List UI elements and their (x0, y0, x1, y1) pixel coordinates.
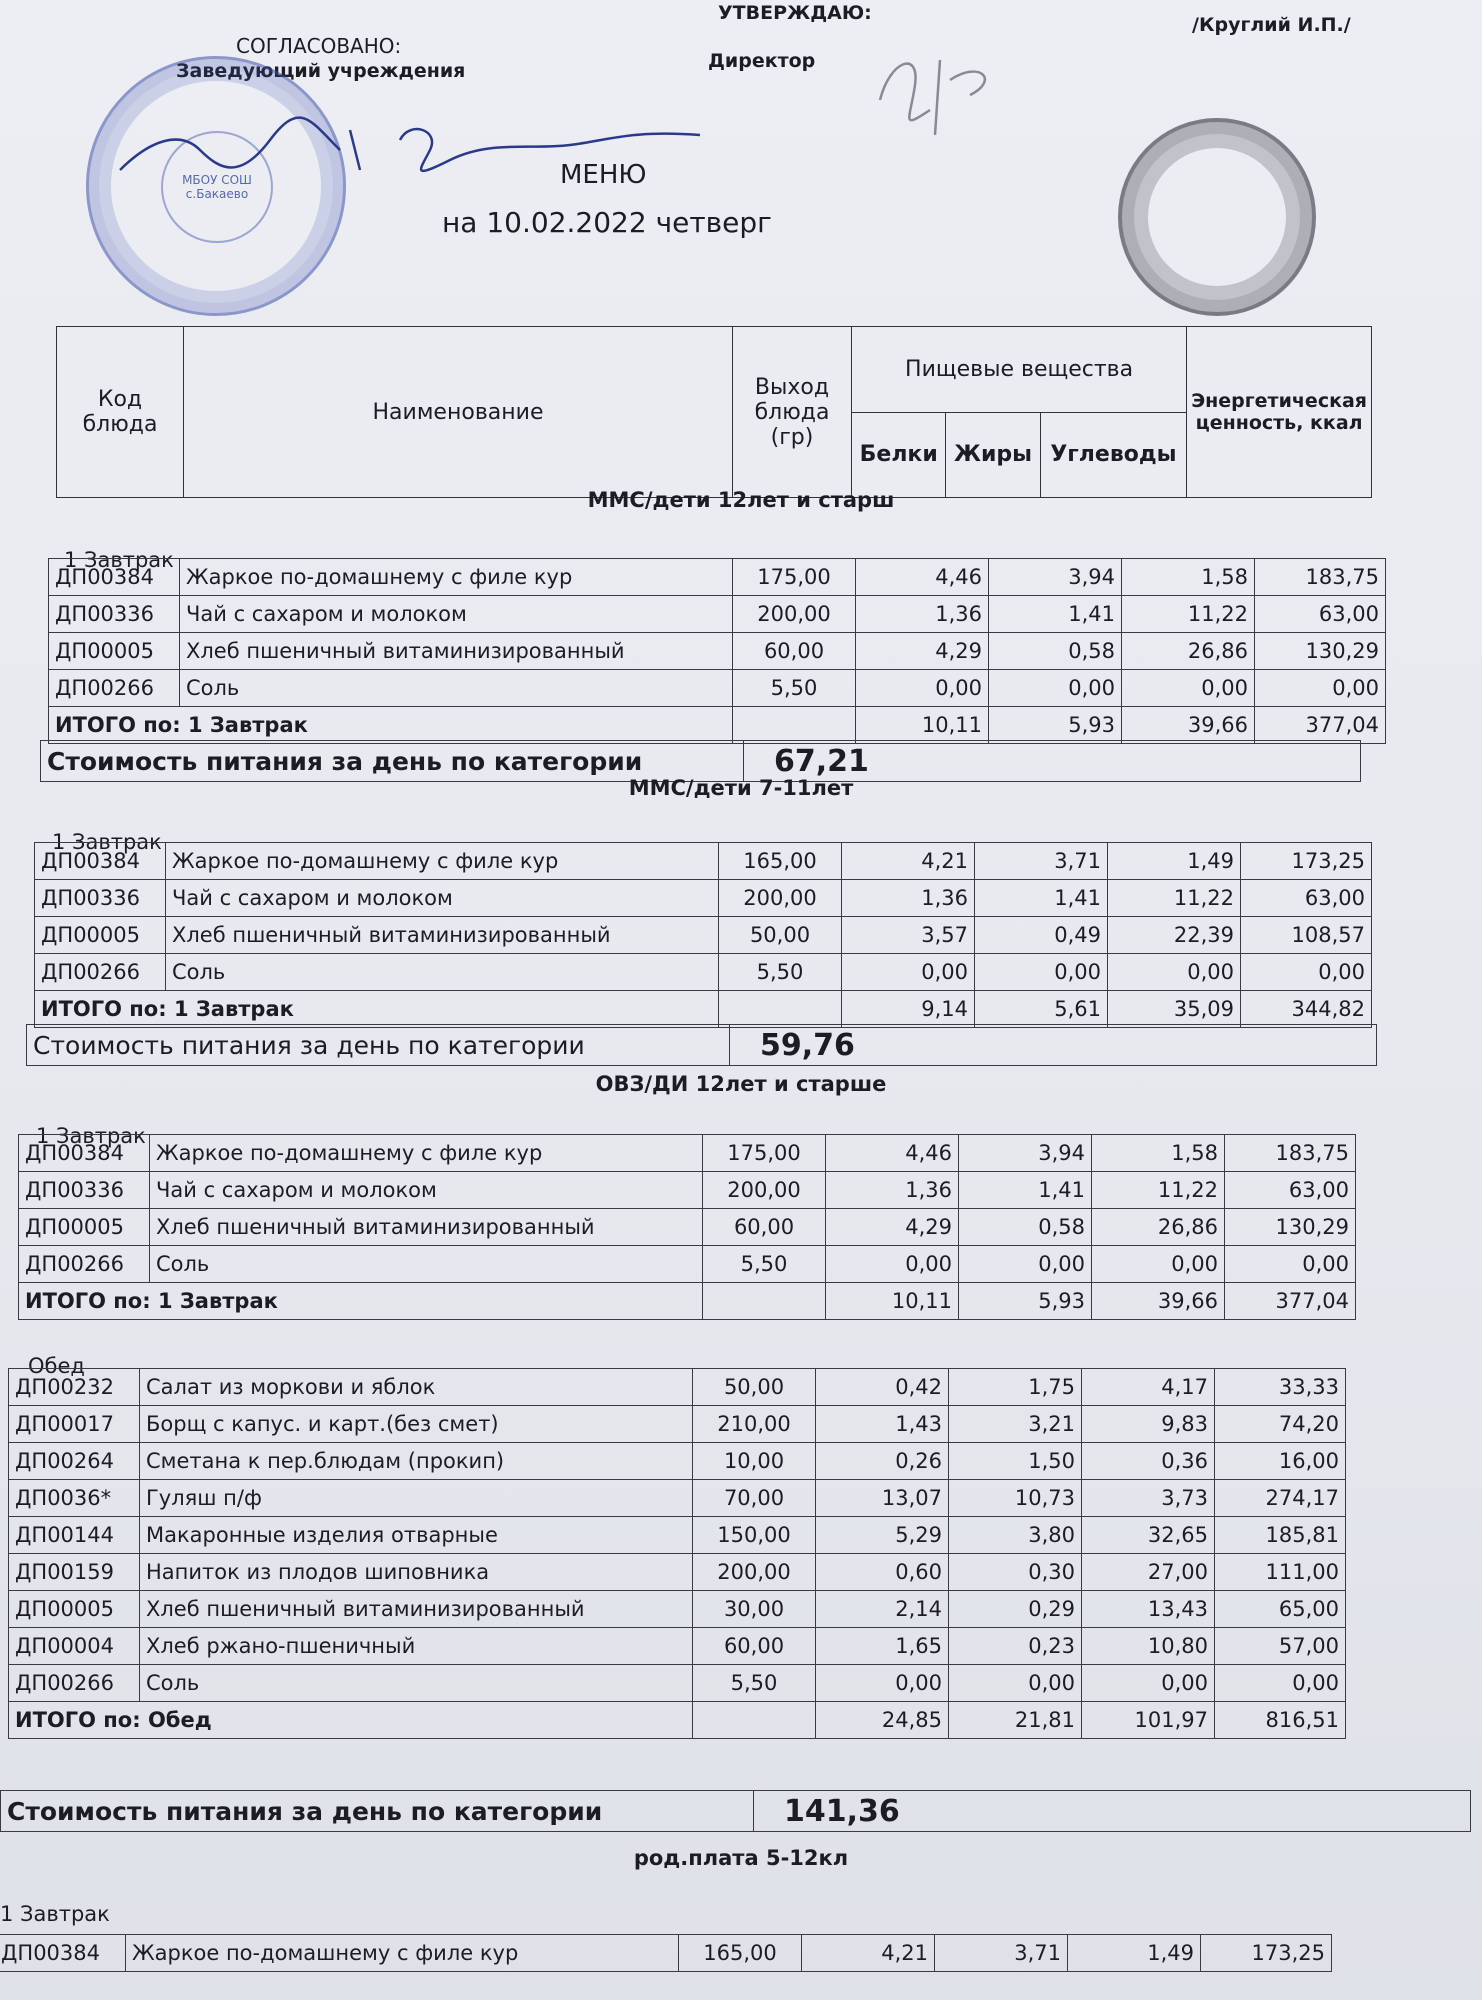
total-fat: 5,93 (959, 1283, 1092, 1320)
approve-label: УТВЕРЖДАЮ: (718, 2, 872, 24)
dish-carbs: 32,65 (1082, 1517, 1215, 1554)
total-fat: 5,93 (989, 707, 1122, 744)
cost-label: Стоимость питания за день по категории (27, 1025, 730, 1066)
dish-protein: 5,29 (816, 1517, 949, 1554)
dish-kcal: 63,00 (1225, 1172, 1356, 1209)
total-output (693, 1702, 816, 1739)
dish-kcal: 0,00 (1255, 670, 1386, 707)
dish-output: 30,00 (693, 1591, 816, 1628)
total-label: ИТОГО по: 1 Завтрак (35, 991, 719, 1028)
col-fat: Жиры (946, 412, 1040, 498)
dish-protein: 1,43 (816, 1406, 949, 1443)
dish-code: ДП00017 (9, 1406, 140, 1443)
meal-title: Обед (28, 1354, 85, 1378)
dish-kcal: 63,00 (1241, 880, 1372, 917)
menu-table (8, 1368, 1346, 1739)
dish-protein: 4,21 (802, 1935, 935, 1972)
dish-name: Жаркое по-домашнему с филе кур (150, 1135, 703, 1172)
table-row (9, 1517, 1346, 1554)
dish-name: Жаркое по-домашнему с филе кур (166, 843, 719, 880)
menu-title: МЕНЮ (560, 160, 647, 190)
meal-title: 1 Завтрак (0, 1902, 110, 1926)
dish-fat: 3,80 (949, 1517, 1082, 1554)
dish-fat: 0,49 (975, 917, 1108, 954)
dish-code: ДП00336 (35, 880, 166, 917)
dish-name: Соль (180, 670, 733, 707)
menu-table (18, 1134, 1356, 1320)
column-header-table (56, 326, 1372, 498)
dish-carbs: 0,00 (1108, 954, 1241, 991)
cost-label: Стоимость питания за день по категории (41, 741, 744, 782)
dish-output: 10,00 (693, 1443, 816, 1480)
dish-code: ДП00005 (19, 1209, 150, 1246)
table-row (19, 1135, 1356, 1172)
dish-fat: 1,75 (949, 1369, 1082, 1406)
dish-name: Соль (140, 1665, 693, 1702)
dish-protein: 4,21 (842, 843, 975, 880)
dish-fat: 10,73 (949, 1480, 1082, 1517)
director-name: /Круглий И.П./ (1192, 14, 1351, 36)
total-carbs: 101,97 (1082, 1702, 1215, 1739)
dish-kcal: 0,00 (1215, 1665, 1346, 1702)
category-title: ММС/дети 7-11лет (628, 776, 854, 800)
dish-kcal: 183,75 (1255, 559, 1386, 596)
dish-protein: 4,29 (856, 633, 989, 670)
table-row (35, 917, 1372, 954)
category-title: род.плата 5-12кл (633, 1846, 849, 1870)
table-row (35, 843, 1372, 880)
dish-code: ДП00266 (9, 1665, 140, 1702)
total-protein: 24,85 (816, 1702, 949, 1739)
dish-name: Жаркое по-домашнему с филе кур (180, 559, 733, 596)
dish-protein: 0,00 (826, 1246, 959, 1283)
col-energy: Энергетическая ценность, ккал (1187, 327, 1372, 498)
cost-row (26, 1024, 1377, 1066)
col-output: Выход блюда (гр) (733, 327, 852, 498)
dish-kcal: 108,57 (1241, 917, 1372, 954)
table-row (9, 1443, 1346, 1480)
dish-code: ДП00005 (49, 633, 180, 670)
dish-fat: 3,21 (949, 1406, 1082, 1443)
dish-output: 175,00 (733, 559, 856, 596)
table-row (9, 1369, 1346, 1406)
table-row (49, 559, 1386, 596)
dish-kcal: 16,00 (1215, 1443, 1346, 1480)
dish-fat: 3,71 (935, 1935, 1068, 1972)
dish-output: 70,00 (693, 1480, 816, 1517)
dish-code: ДП00264 (9, 1443, 140, 1480)
total-output (719, 991, 842, 1028)
table-row (9, 1591, 1346, 1628)
dish-carbs: 11,22 (1122, 596, 1255, 633)
cost-row (0, 1790, 1471, 1832)
dish-name: Салат из моркови и яблок (140, 1369, 693, 1406)
dish-output: 150,00 (693, 1517, 816, 1554)
dish-kcal: 57,00 (1215, 1628, 1346, 1665)
dish-code: ДП00336 (49, 596, 180, 633)
dish-output: 50,00 (693, 1369, 816, 1406)
dish-carbs: 0,36 (1082, 1443, 1215, 1480)
dish-carbs: 3,73 (1082, 1480, 1215, 1517)
dish-fat: 0,30 (949, 1554, 1082, 1591)
total-label: ИТОГО по: 1 Завтрак (19, 1283, 703, 1320)
cost-label: Стоимость питания за день по категории (1, 1791, 754, 1832)
dish-kcal: 185,81 (1215, 1517, 1346, 1554)
table-row (19, 1246, 1356, 1283)
dish-output: 165,00 (719, 843, 842, 880)
total-label: ИТОГО по: 1 Завтрак (49, 707, 733, 744)
total-output (733, 707, 856, 744)
dish-kcal: 183,75 (1225, 1135, 1356, 1172)
table-row (9, 1554, 1346, 1591)
total-carbs: 35,09 (1108, 991, 1241, 1028)
meal-title: 1 Завтрак (52, 830, 162, 854)
dish-name: Напиток из плодов шиповника (140, 1554, 693, 1591)
dish-protein: 1,36 (856, 596, 989, 633)
director-label: Директор (708, 50, 816, 72)
dish-name: Хлеб пшеничный витаминизированный (180, 633, 733, 670)
cost-value: 59,76 (730, 1025, 1377, 1066)
table-row (0, 1935, 1332, 1972)
dish-fat: 0,00 (959, 1246, 1092, 1283)
dish-kcal: 111,00 (1215, 1554, 1346, 1591)
dish-kcal: 63,00 (1255, 596, 1386, 633)
dish-protein: 1,36 (842, 880, 975, 917)
dish-name: Хлеб ржано-пшеничный (140, 1628, 693, 1665)
dish-carbs: 22,39 (1108, 917, 1241, 954)
menu-table (0, 1934, 1332, 1972)
dish-name: Сметана к пер.блюдам (прокип) (140, 1443, 693, 1480)
dish-kcal: 130,29 (1255, 633, 1386, 670)
dish-output: 165,00 (679, 1935, 802, 1972)
dish-output: 60,00 (703, 1209, 826, 1246)
dish-carbs: 11,22 (1092, 1172, 1225, 1209)
total-fat: 21,81 (949, 1702, 1082, 1739)
dish-carbs: 4,17 (1082, 1369, 1215, 1406)
dish-carbs: 0,00 (1092, 1246, 1225, 1283)
total-output (703, 1283, 826, 1320)
dish-protein: 0,42 (816, 1369, 949, 1406)
dish-code: ДП00384 (19, 1135, 150, 1172)
dish-fat: 0,58 (959, 1209, 1092, 1246)
dish-protein: 0,26 (816, 1443, 949, 1480)
dish-protein: 13,07 (816, 1480, 949, 1517)
dish-output: 5,50 (719, 954, 842, 991)
category-title: ММС/дети 12лет и старш (587, 488, 895, 512)
dish-output: 175,00 (703, 1135, 826, 1172)
dish-carbs: 26,86 (1122, 633, 1255, 670)
dish-output: 200,00 (719, 880, 842, 917)
dish-output: 200,00 (733, 596, 856, 633)
dish-name: Жаркое по-домашнему с филе кур (126, 1935, 679, 1972)
dish-fat: 0,00 (949, 1665, 1082, 1702)
dish-output: 5,50 (703, 1246, 826, 1283)
stamp-text: МБОУ СОШ с.Бакаево (182, 173, 252, 201)
dish-kcal: 173,25 (1241, 843, 1372, 880)
official-seal (1118, 118, 1316, 316)
menu-table (48, 558, 1386, 744)
dish-fat: 0,58 (989, 633, 1122, 670)
total-protein: 9,14 (842, 991, 975, 1028)
dish-kcal: 173,25 (1201, 1935, 1332, 1972)
cost-value: 67,21 (744, 741, 1361, 782)
dish-code: ДП00232 (9, 1369, 140, 1406)
dish-name: Чай с сахаром и молоком (180, 596, 733, 633)
dish-name: Борщ с капус. и карт.(без смет) (140, 1406, 693, 1443)
table-row (49, 670, 1386, 707)
dish-fat: 0,29 (949, 1591, 1082, 1628)
dish-code: ДП00336 (19, 1172, 150, 1209)
col-name: Наименование (184, 327, 733, 498)
dish-protein: 0,60 (816, 1554, 949, 1591)
dish-output: 5,50 (733, 670, 856, 707)
dish-carbs: 0,00 (1082, 1665, 1215, 1702)
dish-output: 50,00 (719, 917, 842, 954)
total-kcal: 344,82 (1241, 991, 1372, 1028)
dish-carbs: 26,86 (1092, 1209, 1225, 1246)
dish-name: Макаронные изделия отварные (140, 1517, 693, 1554)
dish-carbs: 10,80 (1082, 1628, 1215, 1665)
dish-carbs: 1,49 (1108, 843, 1241, 880)
dish-protein: 1,65 (816, 1628, 949, 1665)
dish-protein: 4,29 (826, 1209, 959, 1246)
total-carbs: 39,66 (1122, 707, 1255, 744)
dish-code: ДП00004 (9, 1628, 140, 1665)
total-row (9, 1702, 1346, 1739)
dish-fat: 1,41 (975, 880, 1108, 917)
dish-protein: 4,46 (826, 1135, 959, 1172)
table-row (49, 633, 1386, 670)
dish-code: ДП00266 (49, 670, 180, 707)
dish-carbs: 9,83 (1082, 1406, 1215, 1443)
dish-kcal: 0,00 (1225, 1246, 1356, 1283)
dish-name: Гуляш п/ф (140, 1480, 693, 1517)
dish-output: 200,00 (693, 1554, 816, 1591)
dish-code: ДП00384 (0, 1935, 126, 1972)
dish-protein: 4,46 (856, 559, 989, 596)
dish-carbs: 1,58 (1122, 559, 1255, 596)
dish-kcal: 274,17 (1215, 1480, 1346, 1517)
dish-name: Соль (166, 954, 719, 991)
dish-name: Чай с сахаром и молоком (150, 1172, 703, 1209)
dish-output: 5,50 (693, 1665, 816, 1702)
dish-protein: 2,14 (816, 1591, 949, 1628)
meal-title: 1 Завтрак (64, 548, 174, 572)
dish-name: Хлеб пшеничный витаминизированный (140, 1591, 693, 1628)
dish-carbs: 27,00 (1082, 1554, 1215, 1591)
dish-kcal: 74,20 (1215, 1406, 1346, 1443)
dish-fat: 1,41 (989, 596, 1122, 633)
dish-name: Чай с сахаром и молоком (166, 880, 719, 917)
dish-carbs: 13,43 (1082, 1591, 1215, 1628)
total-fat: 5,61 (975, 991, 1108, 1028)
menu-date: на 10.02.2022 четверг (442, 206, 772, 239)
dish-carbs: 1,58 (1092, 1135, 1225, 1172)
dish-protein: 3,57 (842, 917, 975, 954)
total-kcal: 816,51 (1215, 1702, 1346, 1739)
total-row (19, 1283, 1356, 1320)
director-signature (860, 40, 1020, 140)
dish-fat: 0,23 (949, 1628, 1082, 1665)
col-nutrients: Пищевые вещества (852, 327, 1187, 413)
table-row (19, 1172, 1356, 1209)
dish-carbs: 0,00 (1122, 670, 1255, 707)
dish-code: ДП00159 (9, 1554, 140, 1591)
meal-title: 1 Завтрак (36, 1124, 146, 1148)
agreed-label: СОГЛАСОВАНО: (236, 34, 402, 58)
head-of-institution-label: Заведующий учреждения (176, 60, 466, 82)
dish-output: 200,00 (703, 1172, 826, 1209)
total-protein: 10,11 (826, 1283, 959, 1320)
total-kcal: 377,04 (1255, 707, 1386, 744)
dish-code: ДП0036* (9, 1480, 140, 1517)
dish-name: Хлеб пшеничный витаминизированный (150, 1209, 703, 1246)
table-row (9, 1628, 1346, 1665)
dish-protein: 0,00 (842, 954, 975, 991)
dish-code: ДП00266 (19, 1246, 150, 1283)
total-label: ИТОГО по: Обед (9, 1702, 693, 1739)
total-kcal: 377,04 (1225, 1283, 1356, 1320)
col-carbs: Углеводы (1040, 412, 1187, 498)
dish-kcal: 130,29 (1225, 1209, 1356, 1246)
category-title: ОВЗ/ДИ 12лет и старше (595, 1072, 887, 1096)
table-row (35, 954, 1372, 991)
col-protein: Белки (852, 412, 946, 498)
dish-code: ДП00005 (35, 917, 166, 954)
dish-protein: 0,00 (856, 670, 989, 707)
dish-output: 210,00 (693, 1406, 816, 1443)
total-protein: 10,11 (856, 707, 989, 744)
dish-protein: 0,00 (816, 1665, 949, 1702)
dish-fat: 0,00 (975, 954, 1108, 991)
total-row (49, 707, 1386, 744)
dish-name: Хлеб пшеничный витаминизированный (166, 917, 719, 954)
dish-output: 60,00 (693, 1628, 816, 1665)
dish-fat: 3,94 (989, 559, 1122, 596)
table-row (49, 596, 1386, 633)
dish-fat: 3,71 (975, 843, 1108, 880)
menu-table (34, 842, 1372, 1028)
dish-kcal: 65,00 (1215, 1591, 1346, 1628)
dish-code: ДП00384 (35, 843, 166, 880)
dish-fat: 3,94 (959, 1135, 1092, 1172)
dish-output: 60,00 (733, 633, 856, 670)
table-row (9, 1665, 1346, 1702)
dish-fat: 1,50 (949, 1443, 1082, 1480)
dish-code: ДП00266 (35, 954, 166, 991)
cost-value: 141,36 (754, 1791, 1471, 1832)
dish-code: ДП00144 (9, 1517, 140, 1554)
table-row (9, 1406, 1346, 1443)
dish-carbs: 1,49 (1068, 1935, 1201, 1972)
dish-code: ДП00005 (9, 1591, 140, 1628)
table-row (9, 1480, 1346, 1517)
total-carbs: 39,66 (1092, 1283, 1225, 1320)
dish-protein: 1,36 (826, 1172, 959, 1209)
table-row (19, 1209, 1356, 1246)
total-row (35, 991, 1372, 1028)
dish-fat: 1,41 (959, 1172, 1092, 1209)
table-row (35, 880, 1372, 917)
dish-name: Соль (150, 1246, 703, 1283)
dish-fat: 0,00 (989, 670, 1122, 707)
col-code: Код блюда (57, 327, 184, 498)
dish-kcal: 0,00 (1241, 954, 1372, 991)
dish-kcal: 33,33 (1215, 1369, 1346, 1406)
dish-carbs: 11,22 (1108, 880, 1241, 917)
dish-code: ДП00384 (49, 559, 180, 596)
